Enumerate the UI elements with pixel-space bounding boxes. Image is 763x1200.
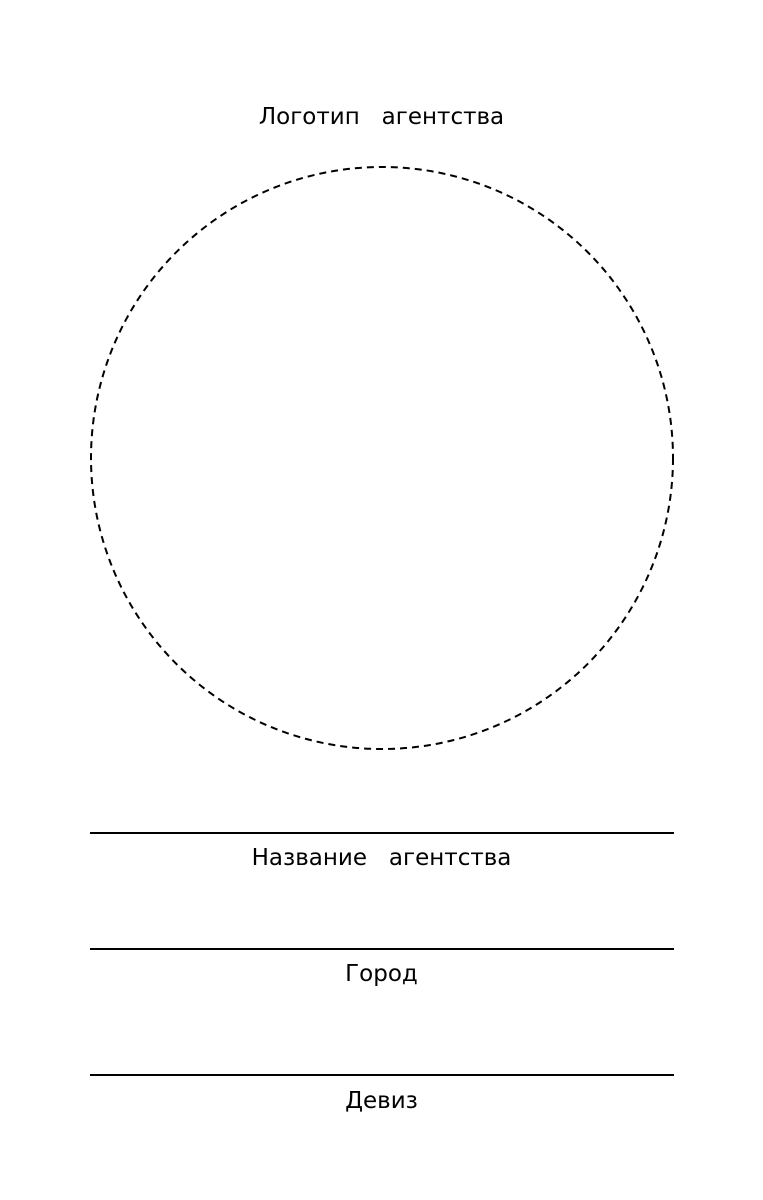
city-line[interactable] bbox=[90, 948, 674, 950]
motto-line[interactable] bbox=[90, 1074, 674, 1076]
logo-circle bbox=[91, 167, 673, 749]
agency-name-label: Название агентства bbox=[251, 845, 512, 871]
agency-name-line[interactable] bbox=[90, 832, 674, 834]
city-label: Город bbox=[345, 961, 418, 987]
logo-label: Логотип агентства bbox=[258, 104, 505, 130]
motto-label: Девиз bbox=[345, 1088, 418, 1114]
